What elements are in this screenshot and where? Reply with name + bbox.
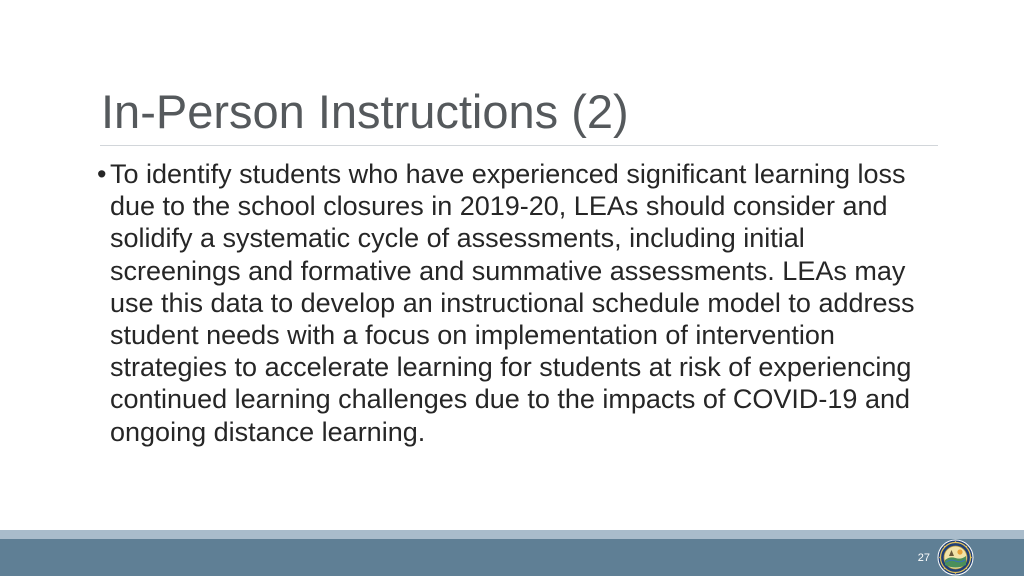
footer-stripe: [0, 530, 1024, 539]
title-divider: [100, 145, 938, 146]
slide-title: In-Person Instructions (2): [101, 85, 629, 138]
bullet-item: [97, 158, 940, 448]
bullet-list: [97, 158, 940, 448]
page-number: 27: [917, 552, 930, 564]
footer-bar: [0, 539, 1024, 576]
bullet-marker: •: [97, 159, 107, 189]
state-seal-icon: [937, 539, 974, 576]
bullet-text: To identify students who have experienced significant learning loss due to the school closures in 2019-20, LEAs should consider and solidify a systematic cycle of assessments, including initial screenings and formative and summative assessments. LEAs may use this data to develop an instructional schedule model to address student needs with a focus on implementation of intervention strategies to accelerate learning for students at risk of experiencing continued learning challenges due to the impacts of COVID-19 and ongoing distance learning.: [110, 159, 915, 447]
